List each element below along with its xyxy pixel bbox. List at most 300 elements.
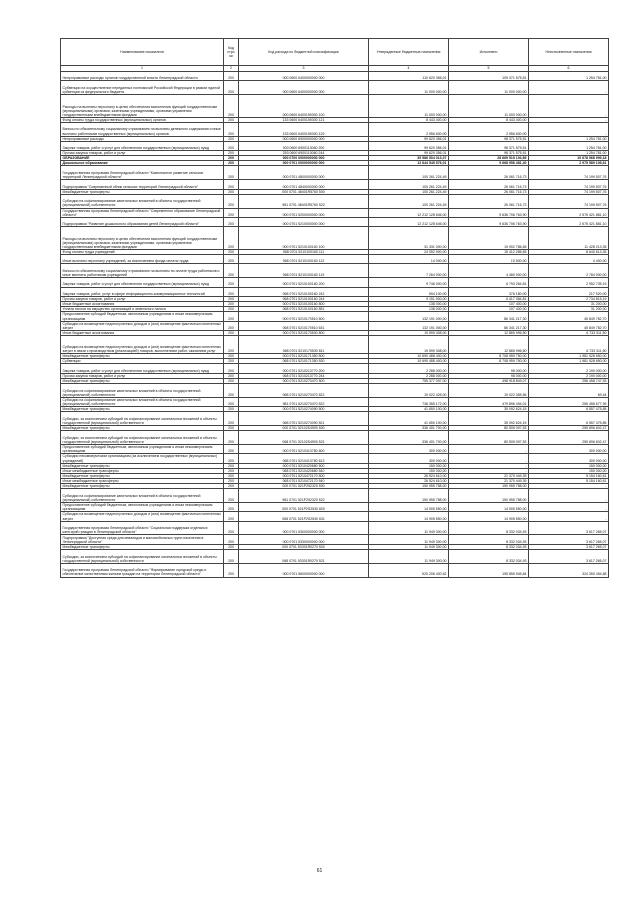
row-classification-code: 000 0701 5210171350 500 <box>239 354 369 359</box>
row-executed: 109 371 575,51 <box>449 72 529 81</box>
row-unexecuted: - <box>529 512 609 521</box>
row-approved: 300 000,00 <box>369 445 449 454</box>
row-approved: 10 690 488 400,00 <box>369 354 449 359</box>
column-index: 6 <box>529 66 609 72</box>
table-row <box>61 512 609 521</box>
row-unexecuted: 256 458 677,99 <box>529 397 609 406</box>
row-unexecuted: 1 254 781,00 <box>529 72 609 81</box>
table-row <box>61 278 609 287</box>
row-approved: 150 000,00 <box>369 468 449 473</box>
row-name: Субсидии на софинансирование капитальных вложений в объекты государственной (муниципальной) собственности <box>61 194 224 208</box>
row-unexecuted: 3 617 265,07 <box>529 521 609 535</box>
table-row <box>61 321 609 330</box>
row-unexecuted: - <box>529 489 609 503</box>
row-classification-code: 133 0600 6400159300 129 <box>239 122 369 136</box>
row-line-code: 200 <box>224 312 239 321</box>
table-row <box>61 549 609 563</box>
row-approved: 336 401 700,00 <box>369 426 449 431</box>
row-classification-code: 000 0701 521P2S2530 600 <box>239 502 369 511</box>
row-name: Иные межбюджетные трансферты <box>61 478 224 483</box>
row-executed: 35 092 624,15 <box>449 412 529 426</box>
row-unexecuted: 6 557 475,85 <box>529 412 609 426</box>
row-classification-code: 000 0701 5200000000 000 <box>239 208 369 217</box>
row-approved: 736 355 172,00 <box>369 397 449 406</box>
row-approved: 14 905 550,00 <box>369 512 449 521</box>
row-executed: 98 000,00 <box>449 364 529 373</box>
row-name: Субсидии на софинансирование капитальных вложений в объекты государственной (муниципальной) собственности <box>61 384 224 398</box>
row-unexecuted: 45 849 782,70 <box>529 321 609 330</box>
row-executed: 11 000 000,00 <box>449 95 529 118</box>
row-classification-code: 000 0701 48401R5760 500 <box>239 189 369 194</box>
row-executed: 8 332 034,93 <box>449 549 529 563</box>
row-unexecuted: 5 154 160,61 <box>529 478 609 483</box>
row-line-code: 200 <box>224 296 239 301</box>
row-line-code: 200 <box>224 156 239 161</box>
row-classification-code: 068 0701 5210170530 811 <box>239 336 369 354</box>
row-approved: 31 331 000,00 <box>369 227 449 250</box>
row-line-code: 200 <box>224 407 239 412</box>
row-name: Иные выплаты персоналу учреждений, за исключением фонда оплаты труда <box>61 254 224 263</box>
row-classification-code: 068 0701 5210100160 851 <box>239 307 369 312</box>
row-line-code: 200 <box>224 161 239 166</box>
row-executed: 6 417 084,81 <box>449 296 529 301</box>
row-unexecuted: 6 733 311,50 <box>529 331 609 336</box>
row-line-code: 200 <box>224 141 239 150</box>
row-line-code: 200 <box>224 468 239 473</box>
row-executed: 150 955 788,00 <box>449 489 529 503</box>
row-name: Прочая закупка товаров, работ и услуг <box>61 373 224 378</box>
row-approved: 24 052 900,00 <box>369 249 449 254</box>
row-name: Непрограммные расходы <box>61 136 224 141</box>
row-unexecuted: 74 199 507,76 <box>529 189 609 194</box>
row-name: Закупка товаров, работ, услуг в сфере информационно-коммуникационных технологий <box>61 287 224 296</box>
row-executed: 80 505 097,53 <box>449 426 529 431</box>
row-line-code: 200 <box>224 249 239 254</box>
header-indicator-name: Наименование показателя <box>61 39 224 66</box>
row-name: Закупка товаров, работ и услуг для обеспечения государственных (муниципальных) нужд <box>61 364 224 373</box>
row-executed: 19 022 355,56 <box>449 384 529 398</box>
page-number: 61 <box>316 868 323 874</box>
row-name: Подпрограмма "Развитие дошкольного образования детей Ленинградской области" <box>61 217 224 226</box>
table-row <box>61 431 609 445</box>
row-executed: 8 332 034,93 <box>449 521 529 535</box>
row-unexecuted: 31 200,00 <box>529 302 609 307</box>
table-row <box>61 264 609 278</box>
row-classification-code: 000 0701 53301R0270 500 <box>239 544 369 549</box>
row-line-code: 200 <box>224 264 239 278</box>
row-classification-code: 068 0701 5210420680 540 <box>239 468 369 473</box>
row-approved: 19 599 308,00 <box>369 331 449 336</box>
row-name: Прочая закупка товаров, работ и услуг <box>61 296 224 301</box>
row-executed: 26 061 716,73 <box>449 189 529 194</box>
table-row <box>61 122 609 136</box>
row-classification-code: 000 0701 5210100160 200 <box>239 278 369 287</box>
row-classification-code: 068 0701 521P2S2530 631 <box>239 512 369 521</box>
row-unexecuted: 6 733 311,50 <box>529 336 609 354</box>
row-line-code: 200 <box>224 81 239 95</box>
row-approved: 12 644 545 576,01 <box>369 161 449 166</box>
row-line-code: 200 <box>224 95 239 118</box>
row-approved: 41 650 100,00 <box>369 407 449 412</box>
row-classification-code: 000 0701 5210100160 800 <box>239 302 369 307</box>
row-classification-code: 000 0700 0000000000 000 <box>239 156 369 161</box>
row-unexecuted: 1 254 781,00 <box>529 151 609 156</box>
row-name: Субсидии на софинансирование капитальных вложений в объекты государственной (муниципальной) собственности <box>61 489 224 503</box>
row-name: Предоставление субсидий бюджетным, автономным учреждениям и иным некоммерческим организациям <box>61 502 224 511</box>
row-line-code: 200 <box>224 359 239 364</box>
row-name: Иные бюджетные ассигнования <box>61 302 224 307</box>
row-classification-code: 068 0701 5210213770 244 <box>239 373 369 378</box>
row-classification-code: 068 0701 5210100160 111 <box>239 249 369 254</box>
row-approved: 11 949 300,00 <box>369 521 449 535</box>
row-unexecuted: 69,44 <box>529 384 609 398</box>
row-executed: 12 865 996,50 <box>449 336 529 354</box>
row-line-code: 200 <box>224 321 239 330</box>
row-classification-code: 068 0701 5210171350 530 <box>239 359 369 364</box>
row-classification-code: 000 0701 521P252320 500 <box>239 483 369 488</box>
row-unexecuted: 324 350 454,68 <box>529 563 609 577</box>
header-approved: Утвержденные бюджетные назначения <box>369 39 449 66</box>
row-approved: 300 000,00 <box>369 454 449 463</box>
row-classification-code: 000 0701 5210420680 500 <box>239 463 369 468</box>
row-executed: 195 855 945,84 <box>449 563 529 577</box>
row-line-code: 200 <box>224 378 239 383</box>
row-name: Подпрограмма "Доступная среда для инвалидов и маломобильных групп населения в Ленинградской области" <box>61 535 224 544</box>
row-approved: 150 955 788,00 <box>369 489 449 503</box>
row-classification-code: 000 0701 5210274090 500 <box>239 407 369 412</box>
row-executed: 11 000 000,00 <box>449 81 529 95</box>
row-line-code: 200 <box>224 549 239 563</box>
row-approved: 2 288 000,00 <box>369 364 449 373</box>
table-body <box>61 72 609 578</box>
table-row <box>61 208 609 217</box>
row-line-code: 200 <box>224 72 239 81</box>
row-executed: 15 412 286,65 <box>449 249 529 254</box>
table-row <box>61 312 609 321</box>
row-executed: 19 902 786,65 <box>449 227 529 250</box>
row-executed: 8 443 400,00 <box>449 117 529 122</box>
table-row <box>61 194 609 208</box>
table-row <box>61 397 609 406</box>
row-executed: 8 332 034,93 <box>449 544 529 549</box>
row-executed: 9 636 706 763,90 <box>449 217 529 226</box>
row-unexecuted: 31 200,00 <box>529 307 609 312</box>
row-unexecuted: 11 428 213,35 <box>529 227 609 250</box>
row-executed: 9 636 706 763,90 <box>449 208 529 217</box>
row-approved: 26 524 610,00 <box>369 478 449 483</box>
row-classification-code: 000 0701 5210100160 100 <box>239 227 369 250</box>
row-approved: 520 206 400,52 <box>369 563 449 577</box>
row-name: Межбюджетные трансферты <box>61 544 224 549</box>
row-line-code: 200 <box>224 454 239 463</box>
row-approved: 99 620 356,01 <box>369 136 449 141</box>
row-line-code: 200 <box>224 489 239 503</box>
row-classification-code: 981 0701 521P252320 522 <box>239 489 369 503</box>
row-approved: 100 261 224,49 <box>369 166 449 180</box>
row-name: Государственная программа Ленинградской области "Формирование городской среды и обеспечение качественным жильем граждан на территории Ленинградской области" <box>61 563 224 577</box>
row-line-code: 200 <box>224 354 239 359</box>
row-executed: 28 669 515 193,89 <box>449 156 529 161</box>
row-classification-code: 000 0701 5210472170 500 <box>239 473 369 478</box>
row-name: Межбюджетные трансферты <box>61 407 224 412</box>
row-executed: 98 371 575,51 <box>449 141 529 150</box>
table-row <box>61 287 609 296</box>
row-line-code: 200 <box>224 336 239 354</box>
row-approved: 150 955 788,00 <box>369 483 449 488</box>
row-executed: 8 708 959 750,00 <box>449 359 529 364</box>
row-line-code: 200 <box>224 217 239 226</box>
row-approved: 11 000 000,00 <box>369 81 449 95</box>
row-executed: 86 341 217,30 <box>449 321 529 330</box>
row-classification-code: 253 0600 6900110060 244 <box>239 151 369 156</box>
row-executed: 98 000,00 <box>449 373 529 378</box>
row-approved: 8 443 400,00 <box>369 117 449 122</box>
row-name: Непрограммные расходы органов государственной власти Ленинградской области <box>61 72 224 81</box>
row-approved: 12 212 128 646,00 <box>369 217 449 226</box>
table-row <box>61 95 609 118</box>
row-classification-code: 068 0701 5210100160 112 <box>239 254 369 263</box>
row-executed: 14 905 550,00 <box>449 512 529 521</box>
row-approved: 99 620 356,01 <box>369 141 449 150</box>
row-unexecuted: 74 199 507,76 <box>529 180 609 189</box>
row-approved: 19 599 308,00 <box>369 336 449 354</box>
row-classification-code: 000 0701 5210413780 600 <box>239 445 369 454</box>
row-approved: 594 100,00 <box>369 287 449 296</box>
row-line-code: 200 <box>224 483 239 488</box>
row-unexecuted: 2 975 589 108,61 <box>529 161 609 166</box>
row-classification-code: 133 0600 6400159300 121 <box>239 117 369 122</box>
row-unexecuted: 300 000,00 <box>529 454 609 463</box>
row-unexecuted: 217 920,00 <box>529 287 609 296</box>
row-classification-code: 068 0701 5210100160 242 <box>239 287 369 296</box>
row-classification-code: 000 0600 6400159300 100 <box>239 95 369 118</box>
row-unexecuted: 2 575 421 881,10 <box>529 217 609 226</box>
row-classification-code: 000 0701 5300000000 000 <box>239 521 369 535</box>
row-classification-code: 068 0701 5210100160 244 <box>239 296 369 301</box>
table-row <box>61 336 609 354</box>
row-classification-code: 000 0600 6900110060 200 <box>239 141 369 150</box>
row-executed: 107 400,00 <box>449 307 529 312</box>
row-name: Межбюджетные трансферты <box>61 354 224 359</box>
row-unexecuted: 1 254 781,00 <box>529 136 609 141</box>
table-row <box>61 227 609 250</box>
row-unexecuted: 3 617 265,07 <box>529 535 609 544</box>
row-executed: 80 505 097,53 <box>449 431 529 445</box>
table-row <box>61 521 609 535</box>
row-line-code: 200 <box>224 151 239 156</box>
table-row <box>61 364 609 373</box>
row-approved: 2 556 600,00 <box>369 122 449 136</box>
row-approved: 132 191 000,00 <box>369 321 449 330</box>
row-line-code: 200 <box>224 364 239 373</box>
row-classification-code: 000 0701 5210270470 500 <box>239 378 369 383</box>
row-classification-code: 000 0701 4840000000 000 <box>239 180 369 189</box>
row-unexecuted: 45 849 782,70 <box>529 312 609 321</box>
row-name: Межбюджетные трансферты <box>61 473 224 478</box>
row-classification-code: 981 0701 5210270470 522 <box>239 397 369 406</box>
row-line-code: 200 <box>224 180 239 189</box>
row-line-code: 200 <box>224 463 239 468</box>
row-name: Межбюджетные трансферты <box>61 463 224 468</box>
row-executed: 2 556 600,00 <box>449 122 529 136</box>
row-name: Фонд оплаты труда учреждений <box>61 249 224 254</box>
row-line-code: 200 <box>224 166 239 180</box>
row-executed: 26 061 716,73 <box>449 166 529 180</box>
row-approved: 11 949 300,00 <box>369 549 449 563</box>
row-approved: 100 261 224,49 <box>369 180 449 189</box>
row-line-code: 200 <box>224 535 239 544</box>
row-unexecuted: - <box>529 117 609 122</box>
row-executed: - <box>449 445 529 454</box>
row-unexecuted: 74 199 507,76 <box>529 194 609 208</box>
row-classification-code: 068 0701 53301R0270 521 <box>239 549 369 563</box>
row-line-code: 200 <box>224 278 239 287</box>
table-row <box>61 180 609 189</box>
row-executed: 10 500,00 <box>449 254 529 263</box>
row-executed: - <box>449 454 529 463</box>
row-line-code: 200 <box>224 431 239 445</box>
row-name: Государственная программа Ленинградской области "Современное образование Ленинградской области" <box>61 208 224 217</box>
row-classification-code: 000 0701 5330000000 000 <box>239 535 369 544</box>
row-unexecuted: 256 458 747,93 <box>529 378 609 383</box>
row-executed: 498 918 849,07 <box>449 378 529 383</box>
row-unexecuted: 74 199 507,76 <box>529 166 609 180</box>
row-name: Иные бюджетные ассигнования <box>61 331 224 336</box>
row-name: Подпрограмма "Современный облик сельских территорий Ленинградской области" <box>61 180 224 189</box>
row-approved: 14 905 550,00 <box>369 502 449 511</box>
row-approved: 26 524 610,00 <box>369 473 449 478</box>
row-unexecuted: 1 981 528 650,00 <box>529 359 609 364</box>
row-line-code: 200 <box>224 397 239 406</box>
column-index: 4 <box>369 66 449 72</box>
row-approved: 11 000 000,00 <box>369 95 449 118</box>
row-line-code: 200 <box>224 544 239 549</box>
row-name: Субвенции на осуществление переданных полномочий Российской Федерации в рамках единой субвенции из федерального бюджета <box>61 81 224 95</box>
row-name: Прочая закупка товаров, работ и услуг <box>61 151 224 156</box>
table-row <box>61 445 609 454</box>
row-approved: 336 401 700,00 <box>369 431 449 445</box>
row-approved: 14 000,00 <box>369 254 449 263</box>
row-unexecuted: 1 981 528 650,00 <box>529 354 609 359</box>
column-index: 3 <box>239 66 369 72</box>
row-unexecuted: 8 640 613,35 <box>529 249 609 254</box>
row-name: Субвенции <box>61 359 224 364</box>
table-row <box>61 81 609 95</box>
row-approved: 19 022 425,00 <box>369 384 449 398</box>
row-unexecuted: 2 190 000,00 <box>529 373 609 378</box>
table-row <box>61 454 609 463</box>
row-unexecuted: 2 190 000,00 <box>529 364 609 373</box>
row-line-code: 200 <box>224 117 239 122</box>
row-line-code: 200 <box>224 136 239 141</box>
row-classification-code: 000 0701 4800000000 000 <box>239 166 369 180</box>
row-line-code: 200 <box>224 384 239 398</box>
table-row <box>61 412 609 426</box>
row-name: Иные межбюджетные трансферты <box>61 468 224 473</box>
row-classification-code: 068 0701 5210413780 613 <box>239 454 369 463</box>
row-unexecuted: 5 154 160,61 <box>529 473 609 478</box>
row-name: Субсидии на софинансирование капитальных вложений в объекты государственной (муниципальной) собственности <box>61 397 224 406</box>
row-name: Дошкольное образование <box>61 161 224 166</box>
row-classification-code: 068 0701 52102S4590 521 <box>239 431 369 445</box>
row-approved: 2 288 000,00 <box>369 373 449 378</box>
column-index: 2 <box>224 66 239 72</box>
row-classification-code: 981 0701 48401R5760 522 <box>239 194 369 208</box>
row-approved: 99 620 356,01 <box>369 151 449 156</box>
row-line-code: 200 <box>224 122 239 136</box>
row-executed: 21 370 449,39 <box>449 478 529 483</box>
header-row <box>61 39 609 66</box>
row-unexecuted: 6 557 475,85 <box>529 407 609 412</box>
row-approved: 9 151 900,00 <box>369 296 449 301</box>
row-unexecuted: - <box>529 122 609 136</box>
row-line-code: 200 <box>224 512 239 521</box>
row-line-code: 200 <box>224 331 239 336</box>
table-row <box>61 141 609 150</box>
row-approved: 150 000,00 <box>369 463 449 468</box>
row-classification-code: 000 0600 6400000000 000 <box>239 81 369 95</box>
row-classification-code: 000 0701 5600000000 000 <box>239 563 369 577</box>
row-name: Межбюджетные трансферты <box>61 189 224 194</box>
row-executed: 14 905 550,00 <box>449 502 529 511</box>
row-name: Взносы по обязательному социальному страхованию на выплаты по оплате труда работников и иные выплаты работникам учреждений <box>61 264 224 278</box>
row-name: Расходы на выплаты персоналу в целях обеспечения выполнения функций государственными (муниципальными) органами, казенными учреждениями, органами управления государственными внебюджетными фондами <box>61 95 224 118</box>
row-line-code: 200 <box>224 426 239 431</box>
row-name: Межбюджетные трансферты <box>61 378 224 383</box>
row-executed: 26 061 716,73 <box>449 180 529 189</box>
row-unexecuted: 3 617 265,07 <box>529 544 609 549</box>
row-unexecuted: 10 678 968 999,18 <box>529 156 609 161</box>
row-classification-code: 000 0701 5210213770 200 <box>239 364 369 373</box>
row-line-code: 200 <box>224 227 239 250</box>
row-line-code: 200 <box>224 208 239 217</box>
row-executed: 35 092 624,15 <box>449 407 529 412</box>
row-name: Субсидии, за исключением субсидий на софинансирование капитальных вложений в объекты государственной (муниципальной) собственности <box>61 431 224 445</box>
row-approved: 755 377 097,00 <box>369 378 449 383</box>
row-classification-code: 000 0701 52102S4590 500 <box>239 426 369 431</box>
table-row <box>61 72 609 81</box>
table-row <box>61 502 609 511</box>
row-name: Расходы на выплаты персоналу в целях обеспечения выполнения функций государственными (муниципальными) органами, казенными учреждениями, органами управления государственными внебюджетными фондами <box>61 227 224 250</box>
row-approved: 100 261 224,49 <box>369 194 449 208</box>
column-index: 1 <box>61 66 224 72</box>
header-unexecuted: Неисполненные назначения <box>529 39 609 66</box>
row-approved: 132 191 000,00 <box>369 312 449 321</box>
row-unexecuted: - <box>529 483 609 488</box>
row-classification-code: 068 0701 5210472170 540 <box>239 478 369 483</box>
row-classification-code: 068 0701 5210100160 119 <box>239 264 369 278</box>
row-unexecuted: 2 952 735,19 <box>529 278 609 287</box>
row-executed: 12 865 996,50 <box>449 331 529 336</box>
row-approved: 138 000,00 <box>369 307 449 312</box>
row-approved: 11 949 300,00 <box>369 544 449 549</box>
row-unexecuted: 1 254 781,00 <box>529 141 609 150</box>
row-classification-code: 068 0701 5210170510 631 <box>239 321 369 330</box>
row-approved: 10 690 488 400,00 <box>369 359 449 364</box>
row-executed: 21 370 449,39 <box>449 473 529 478</box>
row-unexecuted: 3 617 265,07 <box>529 549 609 563</box>
row-executed: 9 668 956 481,40 <box>449 161 529 166</box>
budget-execution-table <box>60 38 609 578</box>
row-name: Субсидии, за исключением субсидий на софинансирование капитальных вложений в объекты государственной (муниципальной) собственности <box>61 549 224 563</box>
row-classification-code: 000 0600 6900000000 000 <box>239 136 369 141</box>
row-name: Субсидии некоммерческим организациям (за исключением государственных (муниципальных) учреждений) <box>61 454 224 463</box>
row-name: Субсидии на возмещение недополученных доходов и (или) возмещение фактически понесенных затрат <box>61 512 224 521</box>
row-classification-code: 000 0600 6400000000 000 <box>239 72 369 81</box>
row-unexecuted: 2 784 000,00 <box>529 264 609 278</box>
row-line-code: 200 <box>224 373 239 378</box>
row-unexecuted: 255 896 602,47 <box>529 426 609 431</box>
